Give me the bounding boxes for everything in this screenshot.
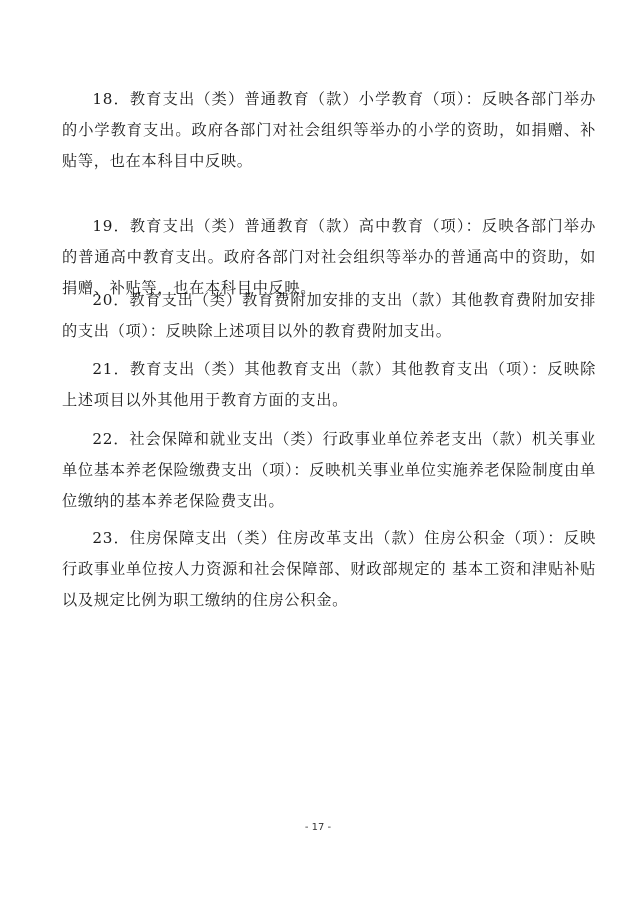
paragraph-item-21: 21．教育支出（类）其他教育支出（款）其他教育支出（项）：反映除上述项目以外其他用于教育方面的支出。: [62, 360, 596, 409]
paragraph-item-22: 22．社会保障和就业支出（类）行政事业单位养老支出（款）机关事业单位基本养老保险缴费支出（项）：反映机关事业单位实施养老保险制度由单位缴纳的基本养老保险费支出。: [62, 430, 596, 510]
paragraph-item-18: 18．教育支出（类）普通教育（款）小学教育（项）：反映各部门举办的小学教育支出。政府各部门对社会组织等举办的小学的资助，如捐赠、补贴等，也在本科目中反映。: [62, 90, 596, 170]
paragraph-item-19: 19．教育支出（类）普通教育（款）高中教育（项）：反映各部门举办的普通高中教育支出。政府各部门对社会组织等举办的普通高中的资助，如捐赠、补贴等，也在本科目中反映。: [62, 217, 596, 297]
paragraph-item-20: 20．教育支出（类）教育费附加安排的支出（款）其他教育费附加安排的支出（项）：反映除上述项目以外的教育费附加支出。: [62, 291, 596, 340]
page-number: - 17 -: [304, 822, 332, 833]
paragraph-item-23: 23．住房保障支出（类）住房改革支出（款）住房公积金（项）：反映行政事业单位按人力资源和社会保障部、财政部规定的 基本工资和津贴补贴以及规定比例为职工缴纳的住房公积金。: [62, 529, 596, 609]
